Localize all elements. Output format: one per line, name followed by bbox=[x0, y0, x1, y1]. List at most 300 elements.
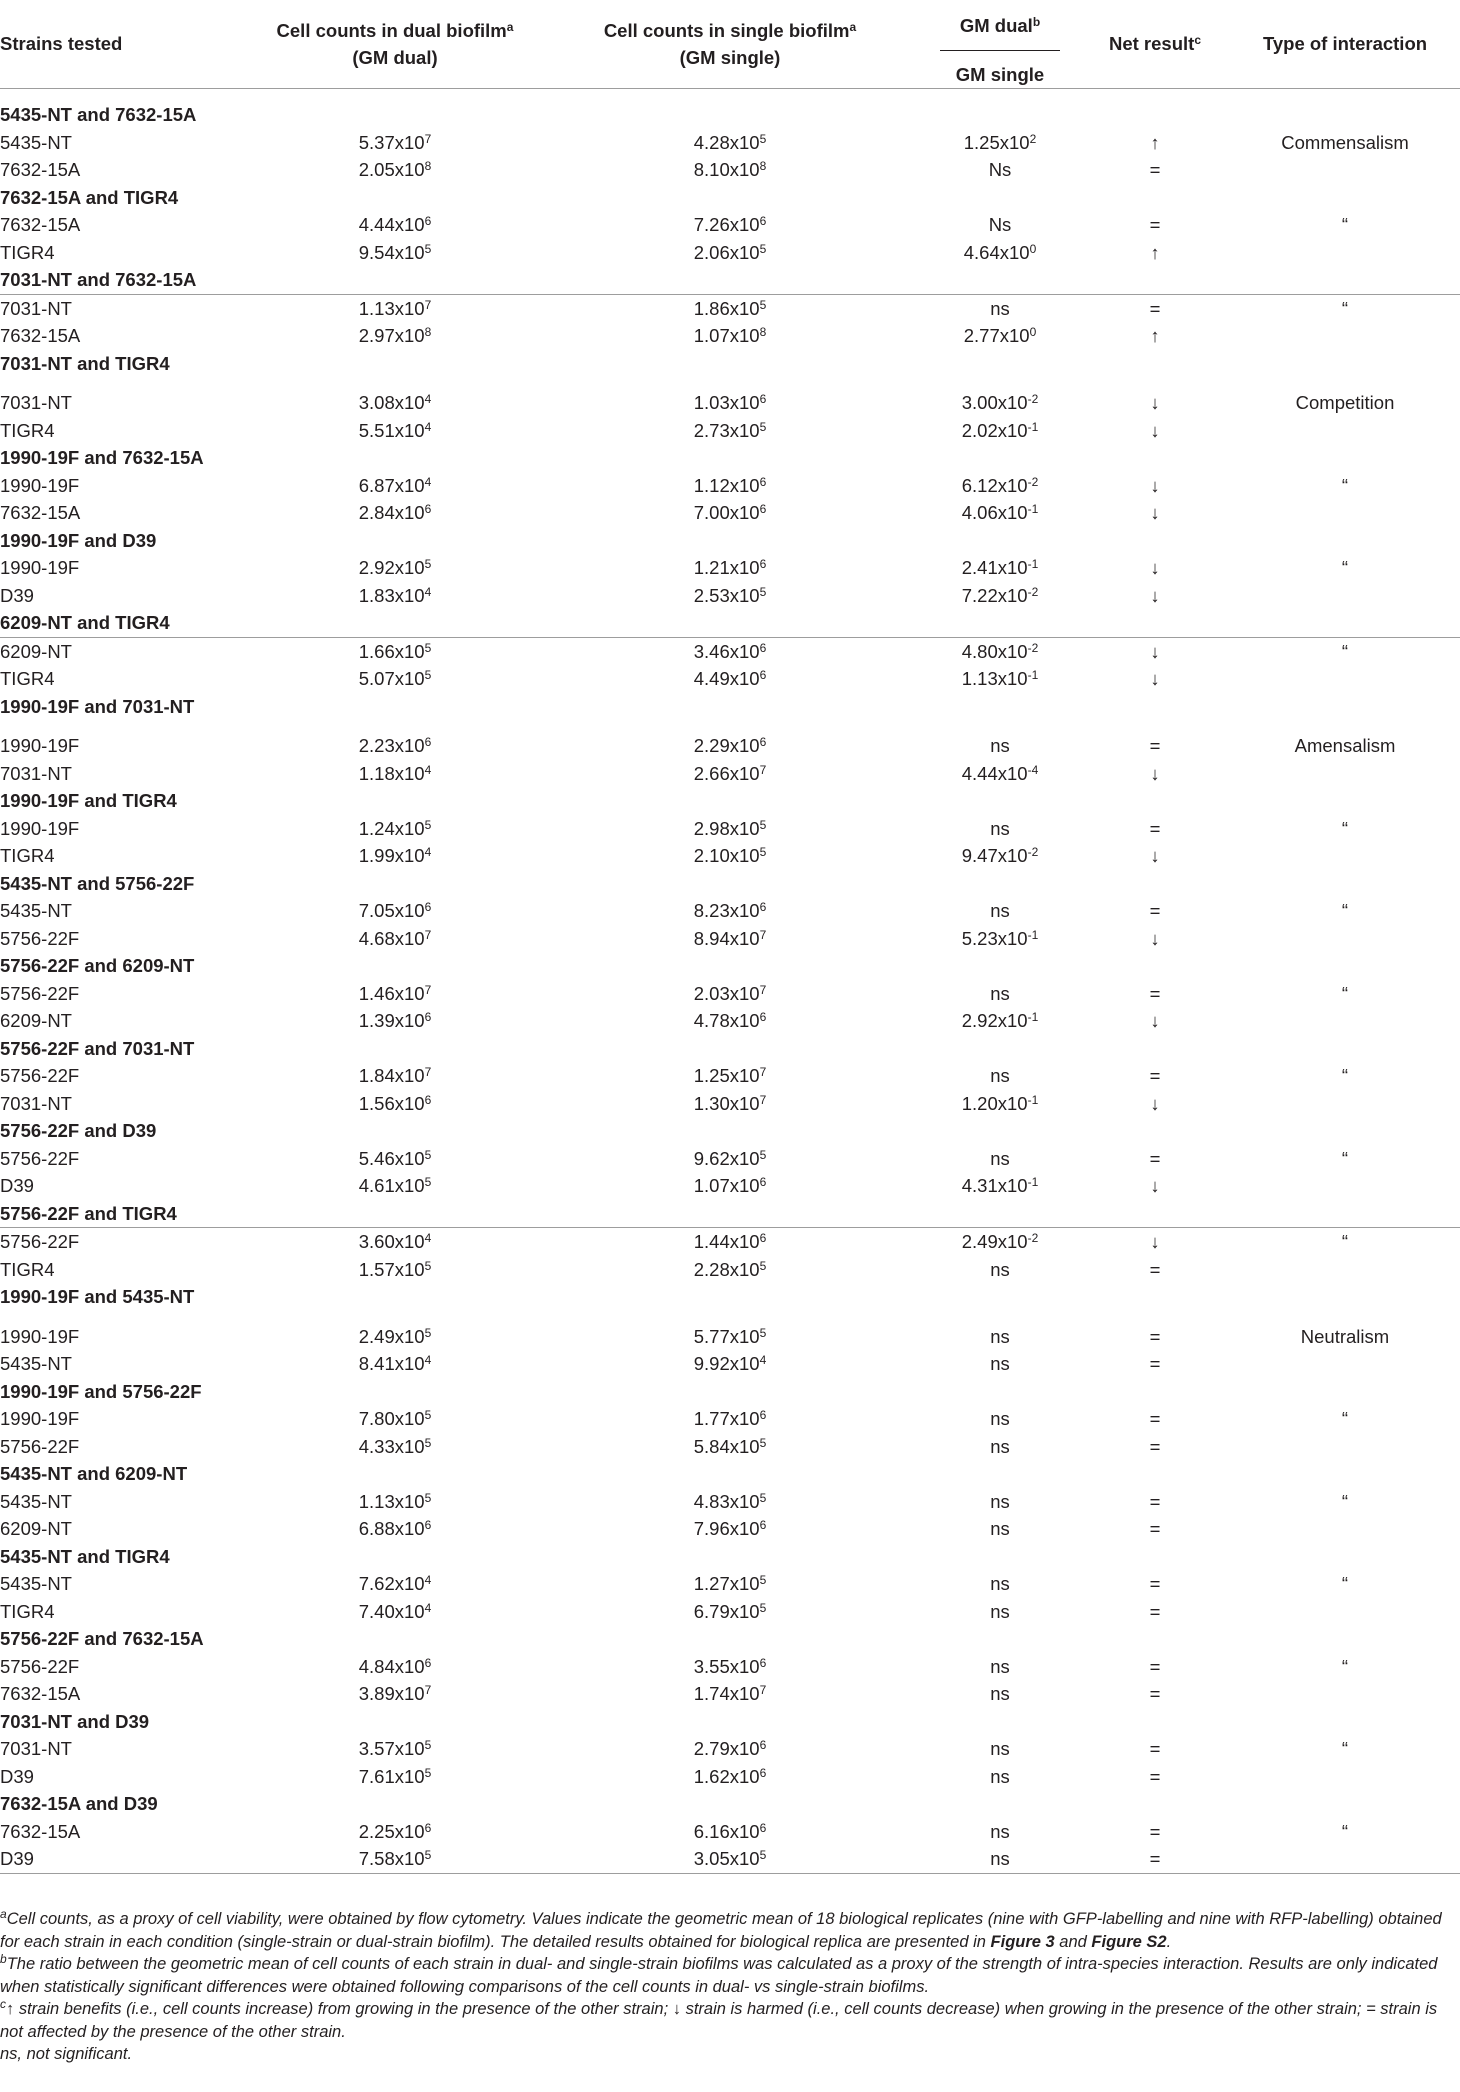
table-row bbox=[0, 1570, 1460, 1598]
interaction-type-cell bbox=[1230, 1598, 1460, 1626]
header-gm-ratio: GM dual$^b$ GM single bbox=[920, 0, 1080, 89]
gm-ratio-exponent: -2 bbox=[1027, 640, 1039, 655]
dual-count-mantissa: 2.84x10 bbox=[358, 502, 425, 523]
dual-count-cell bbox=[250, 472, 540, 500]
dual-count-cell bbox=[250, 1570, 540, 1598]
dual-count-exponent: 5 bbox=[424, 241, 432, 256]
net-result-cell: = bbox=[1149, 1683, 1161, 1704]
dual-count-mantissa: 1.83x10 bbox=[358, 584, 425, 606]
interaction-type-cell: “ bbox=[1341, 1231, 1349, 1252]
interaction-type-cell bbox=[1230, 156, 1460, 184]
single-count-mantissa: 2.28x10 bbox=[693, 1258, 760, 1280]
interaction-type-cell bbox=[1230, 1845, 1460, 1873]
single-count-exponent: 7 bbox=[759, 1065, 767, 1079]
single-count-cell bbox=[540, 1763, 920, 1791]
net-result-cell: = bbox=[1149, 1518, 1161, 1539]
gm-ratio-cell bbox=[920, 1653, 1080, 1681]
dual-count-cell bbox=[250, 980, 540, 1008]
strain-cell: TIGR4 bbox=[0, 1258, 55, 1280]
gm-ratio-cell bbox=[920, 239, 1080, 267]
net-result-cell: = bbox=[1149, 1408, 1161, 1429]
footnotes bbox=[0, 1908, 1456, 2066]
interaction-type-cell: “ bbox=[1341, 474, 1349, 496]
interaction-type-cell: “ bbox=[1341, 297, 1349, 319]
single-count-cell bbox=[540, 665, 920, 693]
gm-ratio-mantissa: 6.12x10 bbox=[961, 474, 1028, 496]
dual-count-mantissa: 5.37x10 bbox=[358, 131, 425, 153]
interaction-type-cell bbox=[1230, 499, 1460, 527]
gm-ratio-mantissa: ns bbox=[990, 817, 1010, 839]
dual-count-mantissa: 4.68x10 bbox=[358, 927, 425, 949]
single-count-exponent: 5 bbox=[759, 1258, 767, 1273]
net-result-cell: = bbox=[1149, 735, 1161, 756]
net-result-cell: ↓ bbox=[1150, 1092, 1160, 1114]
gm-ratio-mantissa: ns bbox=[990, 297, 1010, 319]
dual-count-mantissa: 2.25x10 bbox=[358, 1820, 425, 1842]
single-count-mantissa: 8.10x10 bbox=[693, 159, 760, 180]
net-result-cell: ↓ bbox=[1150, 392, 1160, 413]
gm-ratio-exponent: 2 bbox=[1029, 131, 1037, 146]
single-count-mantissa: 4.28x10 bbox=[693, 131, 760, 153]
interaction-type-cell: “ bbox=[1341, 1820, 1349, 1842]
dual-count-exponent: 8 bbox=[424, 325, 432, 339]
dual-count-cell bbox=[250, 1488, 540, 1516]
header-dual: Cell counts in dual biofilm$^a$ (GM dual) bbox=[276, 19, 514, 68]
dual-count-exponent: 7 bbox=[424, 1683, 432, 1697]
single-count-exponent: 5 bbox=[759, 297, 767, 312]
single-count-mantissa: 2.03x10 bbox=[693, 982, 760, 1004]
single-count-cell bbox=[540, 1515, 920, 1543]
dual-count-exponent: 7 bbox=[424, 927, 432, 942]
single-count-exponent: 5 bbox=[759, 584, 767, 599]
dual-count-mantissa: 2.05x10 bbox=[358, 159, 425, 180]
table-row bbox=[0, 1062, 1460, 1090]
single-count-exponent: 7 bbox=[759, 762, 767, 777]
single-count-exponent: 7 bbox=[759, 927, 767, 942]
gm-ratio-cell bbox=[920, 720, 1080, 760]
gm-ratio-exponent: -1 bbox=[1027, 557, 1039, 571]
pair-heading-row bbox=[0, 1283, 1460, 1311]
dual-count-mantissa: 1.46x10 bbox=[358, 982, 425, 1004]
interaction-type-cell: Commensalism bbox=[1281, 131, 1409, 153]
table-row bbox=[0, 637, 1460, 665]
strain-cell: TIGR4 bbox=[0, 1600, 55, 1622]
dual-count-exponent: 5 bbox=[424, 640, 432, 655]
strain-cell: 7632-15A bbox=[0, 1683, 81, 1704]
dual-count-mantissa: 4.33x10 bbox=[358, 1435, 425, 1457]
dual-count-mantissa: 3.08x10 bbox=[358, 392, 425, 413]
dual-count-cell bbox=[250, 1845, 540, 1873]
single-count-cell bbox=[540, 720, 920, 760]
gm-ratio-mantissa: 1.20x10 bbox=[961, 1092, 1028, 1114]
gm-ratio-mantissa: Ns bbox=[988, 159, 1012, 180]
strain-cell: 6209-NT bbox=[0, 1010, 72, 1031]
dual-count-cell bbox=[250, 720, 540, 760]
gm-ratio-cell bbox=[920, 1433, 1080, 1461]
gm-ratio-cell bbox=[920, 1570, 1080, 1598]
net-result-cell: ↓ bbox=[1150, 474, 1160, 496]
gm-ratio-mantissa: 2.41x10 bbox=[961, 557, 1028, 578]
table-row bbox=[0, 322, 1460, 350]
net-result-cell: = bbox=[1149, 1325, 1161, 1347]
net-result-cell: = bbox=[1149, 1258, 1161, 1280]
dual-count-mantissa: 1.56x10 bbox=[358, 1092, 425, 1114]
single-count-mantissa: 2.73x10 bbox=[693, 419, 760, 441]
gm-ratio-cell bbox=[920, 472, 1080, 500]
single-count-exponent: 6 bbox=[759, 900, 767, 914]
dual-count-exponent: 6 bbox=[424, 1010, 432, 1024]
single-count-exponent: 6 bbox=[759, 1175, 767, 1189]
net-result-cell: ↓ bbox=[1150, 762, 1160, 784]
strain-cell: 1990-19F bbox=[0, 474, 80, 496]
interaction-type-cell bbox=[1230, 1515, 1460, 1543]
pair-heading-row bbox=[0, 1200, 1460, 1228]
pair-heading-row bbox=[0, 870, 1460, 898]
single-count-mantissa: 2.66x10 bbox=[693, 762, 760, 784]
interaction-type-cell: “ bbox=[1341, 1655, 1349, 1677]
single-count-exponent: 6 bbox=[759, 735, 767, 749]
gm-ratio-cell bbox=[920, 1090, 1080, 1118]
single-count-exponent: 6 bbox=[759, 1765, 767, 1780]
dual-count-exponent: 7 bbox=[424, 982, 432, 997]
gm-ratio-mantissa: ns bbox=[990, 1325, 1010, 1347]
dual-count-exponent: 5 bbox=[424, 1258, 432, 1273]
net-result-cell: ↑ bbox=[1150, 325, 1160, 346]
pair-heading-row bbox=[0, 1790, 1460, 1818]
interaction-type-cell bbox=[1230, 760, 1460, 788]
dual-count-cell bbox=[250, 1256, 540, 1284]
single-count-cell bbox=[540, 897, 920, 925]
table-row bbox=[0, 417, 1460, 445]
table-row bbox=[0, 1598, 1460, 1626]
dual-count-mantissa: 1.99x10 bbox=[358, 845, 425, 866]
single-count-exponent: 6 bbox=[759, 392, 767, 406]
net-result-cell: = bbox=[1149, 1848, 1161, 1869]
strain-cell: 5756-22F bbox=[0, 1435, 80, 1457]
gm-ratio-mantissa: 2.92x10 bbox=[961, 1010, 1028, 1031]
pair-heading-row bbox=[0, 1625, 1460, 1653]
interaction-type-cell bbox=[1230, 417, 1460, 445]
single-count-mantissa: 1.07x10 bbox=[693, 325, 760, 346]
single-count-mantissa: 4.49x10 bbox=[693, 668, 760, 689]
dual-count-cell bbox=[250, 1653, 540, 1681]
single-count-mantissa: 3.05x10 bbox=[693, 1848, 760, 1869]
dual-count-mantissa: 1.39x10 bbox=[358, 1010, 425, 1031]
single-count-cell bbox=[540, 322, 920, 350]
interaction-type-cell bbox=[1230, 1680, 1460, 1708]
header-row bbox=[0, 0, 1460, 89]
table-row bbox=[0, 294, 1460, 322]
interaction-type-cell: Neutralism bbox=[1300, 1325, 1390, 1347]
single-count-exponent: 4 bbox=[759, 1353, 767, 1367]
single-count-mantissa: 6.79x10 bbox=[693, 1600, 760, 1622]
dual-count-cell bbox=[250, 1598, 540, 1626]
single-count-cell bbox=[540, 417, 920, 445]
gm-ratio-mantissa: ns bbox=[990, 1848, 1010, 1869]
strain-cell: 7031-NT bbox=[0, 1092, 72, 1114]
gm-ratio-cell bbox=[920, 637, 1080, 665]
strain-cell: TIGR4 bbox=[0, 668, 55, 689]
single-count-cell bbox=[540, 1145, 920, 1173]
interaction-type-cell: “ bbox=[1341, 1408, 1349, 1429]
dual-count-exponent: 6 bbox=[424, 735, 432, 749]
dual-count-cell bbox=[250, 417, 540, 445]
single-count-cell bbox=[540, 1488, 920, 1516]
gm-ratio-mantissa: ns bbox=[990, 1738, 1010, 1759]
dual-count-cell bbox=[250, 1062, 540, 1090]
single-count-mantissa: 1.86x10 bbox=[693, 297, 760, 319]
gm-ratio-exponent: -2 bbox=[1027, 474, 1039, 489]
dual-count-exponent: 6 bbox=[424, 214, 432, 228]
net-result-cell: ↓ bbox=[1150, 419, 1160, 441]
gm-ratio-exponent: -1 bbox=[1027, 927, 1039, 942]
gm-ratio-mantissa: ns bbox=[990, 1765, 1010, 1787]
strain-cell: D39 bbox=[0, 1175, 34, 1196]
dual-count-cell bbox=[250, 815, 540, 843]
table-row bbox=[0, 1818, 1460, 1846]
dual-count-mantissa: 3.60x10 bbox=[358, 1231, 425, 1252]
strain-cell: TIGR4 bbox=[0, 419, 55, 441]
table-row bbox=[0, 156, 1460, 184]
strain-cell: 5756-22F bbox=[0, 982, 80, 1004]
table-row bbox=[0, 1145, 1460, 1173]
table-row bbox=[0, 760, 1460, 788]
net-result-cell: = bbox=[1149, 1147, 1161, 1169]
net-result-cell: ↑ bbox=[1150, 241, 1160, 263]
gm-ratio-cell bbox=[920, 665, 1080, 693]
gm-ratio-cell bbox=[920, 499, 1080, 527]
single-count-exponent: 6 bbox=[759, 1231, 767, 1245]
single-count-cell bbox=[540, 1350, 920, 1378]
net-result-cell: = bbox=[1149, 1655, 1161, 1677]
gm-ratio-cell bbox=[920, 1256, 1080, 1284]
single-count-mantissa: 1.44x10 bbox=[693, 1231, 760, 1252]
dual-count-exponent: 4 bbox=[424, 1353, 432, 1367]
strain-cell: 7632-15A bbox=[0, 159, 81, 180]
single-count-cell bbox=[540, 582, 920, 610]
dual-count-cell bbox=[250, 1311, 540, 1351]
table-row bbox=[0, 239, 1460, 267]
pair-heading: 5756-22F and 7632-15A bbox=[0, 1628, 204, 1649]
dual-count-exponent: 4 bbox=[424, 845, 432, 859]
single-count-mantissa: 6.16x10 bbox=[693, 1820, 760, 1842]
single-count-exponent: 5 bbox=[759, 241, 767, 256]
net-result-cell: = bbox=[1149, 1435, 1161, 1457]
interaction-type-cell bbox=[1230, 842, 1460, 870]
pair-heading-row bbox=[0, 952, 1460, 980]
single-count-mantissa: 2.79x10 bbox=[693, 1738, 760, 1759]
pair-heading: 1990-19F and 5435-NT bbox=[0, 1286, 195, 1307]
dual-count-exponent: 8 bbox=[424, 159, 432, 173]
dual-count-exponent: 7 bbox=[424, 1065, 432, 1079]
gm-ratio-exponent: -2 bbox=[1027, 1231, 1039, 1245]
gm-ratio-cell bbox=[920, 211, 1080, 239]
single-count-cell bbox=[540, 1845, 920, 1873]
net-result-cell: = bbox=[1149, 1573, 1161, 1594]
dual-count-mantissa: 1.24x10 bbox=[358, 817, 425, 839]
single-count-mantissa: 7.00x10 bbox=[693, 502, 760, 523]
strain-cell: 1990-19F bbox=[0, 557, 80, 578]
net-result-cell: ↓ bbox=[1150, 1175, 1160, 1196]
gm-ratio-exponent: -1 bbox=[1027, 502, 1039, 516]
strain-cell: 1990-19F bbox=[0, 817, 80, 839]
single-count-cell bbox=[540, 554, 920, 582]
gm-ratio-cell bbox=[920, 1515, 1080, 1543]
dual-count-exponent: 5 bbox=[424, 1147, 432, 1162]
gm-ratio-mantissa: ns bbox=[990, 1518, 1010, 1539]
single-count-cell bbox=[540, 211, 920, 239]
interaction-type-cell: “ bbox=[1341, 900, 1349, 921]
net-result-cell: = bbox=[1149, 1490, 1161, 1512]
net-result-cell: ↓ bbox=[1150, 584, 1160, 606]
gm-ratio-mantissa: ns bbox=[990, 1353, 1010, 1374]
single-count-exponent: 5 bbox=[759, 1435, 767, 1450]
net-result-cell: = bbox=[1149, 900, 1161, 921]
single-count-exponent: 8 bbox=[759, 159, 767, 173]
strain-cell: 7031-NT bbox=[0, 297, 72, 319]
dual-count-mantissa: 4.61x10 bbox=[358, 1175, 425, 1196]
dual-count-cell bbox=[250, 760, 540, 788]
single-count-mantissa: 1.30x10 bbox=[693, 1092, 760, 1114]
dual-count-cell bbox=[250, 1228, 540, 1256]
interaction-type-cell: Amensalism bbox=[1294, 735, 1396, 756]
single-count-cell bbox=[540, 980, 920, 1008]
footnote-ns: ns, not significant. bbox=[0, 2045, 133, 2063]
interaction-type-cell: “ bbox=[1341, 1490, 1349, 1512]
dual-count-mantissa: 6.88x10 bbox=[358, 1518, 425, 1539]
gm-ratio-exponent: -1 bbox=[1027, 1092, 1039, 1107]
net-result-cell: = bbox=[1149, 159, 1161, 180]
dual-count-exponent: 6 bbox=[424, 502, 432, 516]
dual-count-mantissa: 1.57x10 bbox=[358, 1258, 425, 1280]
gm-ratio-cell bbox=[920, 1763, 1080, 1791]
strain-cell: 1990-19F bbox=[0, 1325, 80, 1347]
net-result-cell: ↑ bbox=[1150, 131, 1160, 153]
dual-count-mantissa: 5.07x10 bbox=[358, 668, 425, 689]
dual-count-exponent: 5 bbox=[424, 1738, 432, 1752]
single-count-cell bbox=[540, 842, 920, 870]
interaction-type-cell bbox=[1230, 925, 1460, 953]
dual-count-mantissa: 3.89x10 bbox=[358, 1683, 425, 1704]
pair-heading: 1990-19F and 7031-NT bbox=[0, 695, 195, 717]
pair-heading: 5435-NT and 7632-15A bbox=[0, 104, 197, 125]
strain-cell: 7031-NT bbox=[0, 762, 72, 784]
single-count-exponent: 5 bbox=[759, 1848, 767, 1862]
interaction-type-cell: “ bbox=[1341, 640, 1349, 662]
pair-heading: 7031-NT and 7632-15A bbox=[0, 269, 197, 290]
single-count-exponent: 5 bbox=[759, 131, 767, 146]
single-count-mantissa: 3.55x10 bbox=[693, 1655, 760, 1677]
single-count-cell bbox=[540, 1007, 920, 1035]
gm-ratio-mantissa: ns bbox=[990, 982, 1010, 1004]
table-row bbox=[0, 1653, 1460, 1681]
header-strains: Strains tested bbox=[0, 33, 123, 55]
table-row bbox=[0, 554, 1460, 582]
dual-count-mantissa: 5.46x10 bbox=[358, 1147, 425, 1169]
single-count-cell bbox=[540, 1818, 920, 1846]
strain-cell: 7632-15A bbox=[0, 214, 81, 235]
pair-heading: 5435-NT and TIGR4 bbox=[0, 1545, 170, 1567]
pair-heading: 7632-15A and TIGR4 bbox=[0, 186, 179, 208]
net-result-cell: ↓ bbox=[1150, 502, 1160, 523]
net-result-cell: = bbox=[1149, 297, 1161, 319]
dual-count-cell bbox=[250, 1350, 540, 1378]
interaction-type-cell bbox=[1230, 1763, 1460, 1791]
gm-ratio-mantissa: 3.00x10 bbox=[961, 392, 1028, 413]
pair-heading-row bbox=[0, 693, 1460, 721]
gm-ratio-mantissa: ns bbox=[990, 1820, 1010, 1842]
dual-count-cell bbox=[250, 294, 540, 322]
gm-ratio-mantissa: 5.23x10 bbox=[961, 927, 1028, 949]
interaction-type-cell: “ bbox=[1341, 1573, 1349, 1594]
dual-count-mantissa: 2.97x10 bbox=[358, 325, 425, 346]
table-row bbox=[0, 1350, 1460, 1378]
single-count-mantissa: 2.53x10 bbox=[693, 584, 760, 606]
single-count-mantissa: 7.96x10 bbox=[693, 1518, 760, 1539]
gm-ratio-mantissa: 4.44x10 bbox=[961, 762, 1028, 784]
dual-count-exponent: 4 bbox=[424, 1231, 432, 1245]
single-count-cell bbox=[540, 1228, 920, 1256]
dual-count-cell bbox=[250, 665, 540, 693]
single-count-mantissa: 1.27x10 bbox=[693, 1573, 760, 1594]
table-row bbox=[0, 499, 1460, 527]
gm-ratio-mantissa: ns bbox=[990, 735, 1010, 756]
dual-count-exponent: 5 bbox=[424, 1408, 432, 1422]
gm-ratio-mantissa: ns bbox=[990, 1147, 1010, 1169]
single-count-exponent: 6 bbox=[759, 1518, 767, 1532]
dual-count-exponent: 4 bbox=[424, 762, 432, 777]
interaction-type-cell bbox=[1230, 1433, 1460, 1461]
gm-ratio-exponent: 0 bbox=[1029, 325, 1037, 339]
gm-ratio-exponent: -1 bbox=[1027, 419, 1039, 434]
interaction-type-cell: “ bbox=[1341, 214, 1349, 235]
dual-count-exponent: 5 bbox=[424, 1435, 432, 1450]
gm-ratio-mantissa: 2.49x10 bbox=[961, 1231, 1028, 1252]
dual-count-cell bbox=[250, 842, 540, 870]
single-count-exponent: 6 bbox=[759, 640, 767, 655]
dual-count-cell bbox=[250, 1172, 540, 1200]
net-result-cell: = bbox=[1149, 1820, 1161, 1842]
pair-heading: 1990-19F and 7632-15A bbox=[0, 447, 204, 468]
header-net-result: Net result$^c$ bbox=[1108, 33, 1201, 55]
single-count-mantissa: 5.84x10 bbox=[693, 1435, 760, 1457]
gm-ratio-mantissa: 2.02x10 bbox=[961, 419, 1028, 441]
single-count-exponent: 6 bbox=[759, 1408, 767, 1422]
interaction-type-cell: “ bbox=[1341, 817, 1349, 839]
gm-ratio-cell bbox=[920, 1228, 1080, 1256]
pair-heading: 1990-19F and 5756-22F bbox=[0, 1380, 202, 1402]
single-count-cell bbox=[540, 1598, 920, 1626]
dual-count-mantissa: 8.41x10 bbox=[358, 1353, 425, 1374]
strain-cell: 7031-NT bbox=[0, 392, 72, 413]
table-row bbox=[0, 1763, 1460, 1791]
gm-ratio-mantissa: 9.47x10 bbox=[961, 845, 1028, 866]
table-row bbox=[0, 1680, 1460, 1708]
dual-count-exponent: 6 bbox=[424, 1820, 432, 1835]
strain-cell: 5435-NT bbox=[0, 1490, 72, 1512]
pair-heading: 5756-22F and 6209-NT bbox=[0, 955, 195, 976]
gm-ratio-mantissa: ns bbox=[990, 1655, 1010, 1677]
interaction-type-cell: “ bbox=[1341, 1065, 1349, 1086]
dual-count-cell bbox=[250, 1405, 540, 1433]
dual-count-mantissa: 7.05x10 bbox=[358, 900, 425, 921]
dual-count-mantissa: 7.40x10 bbox=[358, 1600, 425, 1622]
gm-ratio-exponent: -4 bbox=[1027, 762, 1039, 777]
pair-heading-row bbox=[0, 1460, 1460, 1488]
table-row bbox=[0, 1735, 1460, 1763]
single-count-cell bbox=[540, 637, 920, 665]
gm-ratio-cell bbox=[920, 1735, 1080, 1763]
